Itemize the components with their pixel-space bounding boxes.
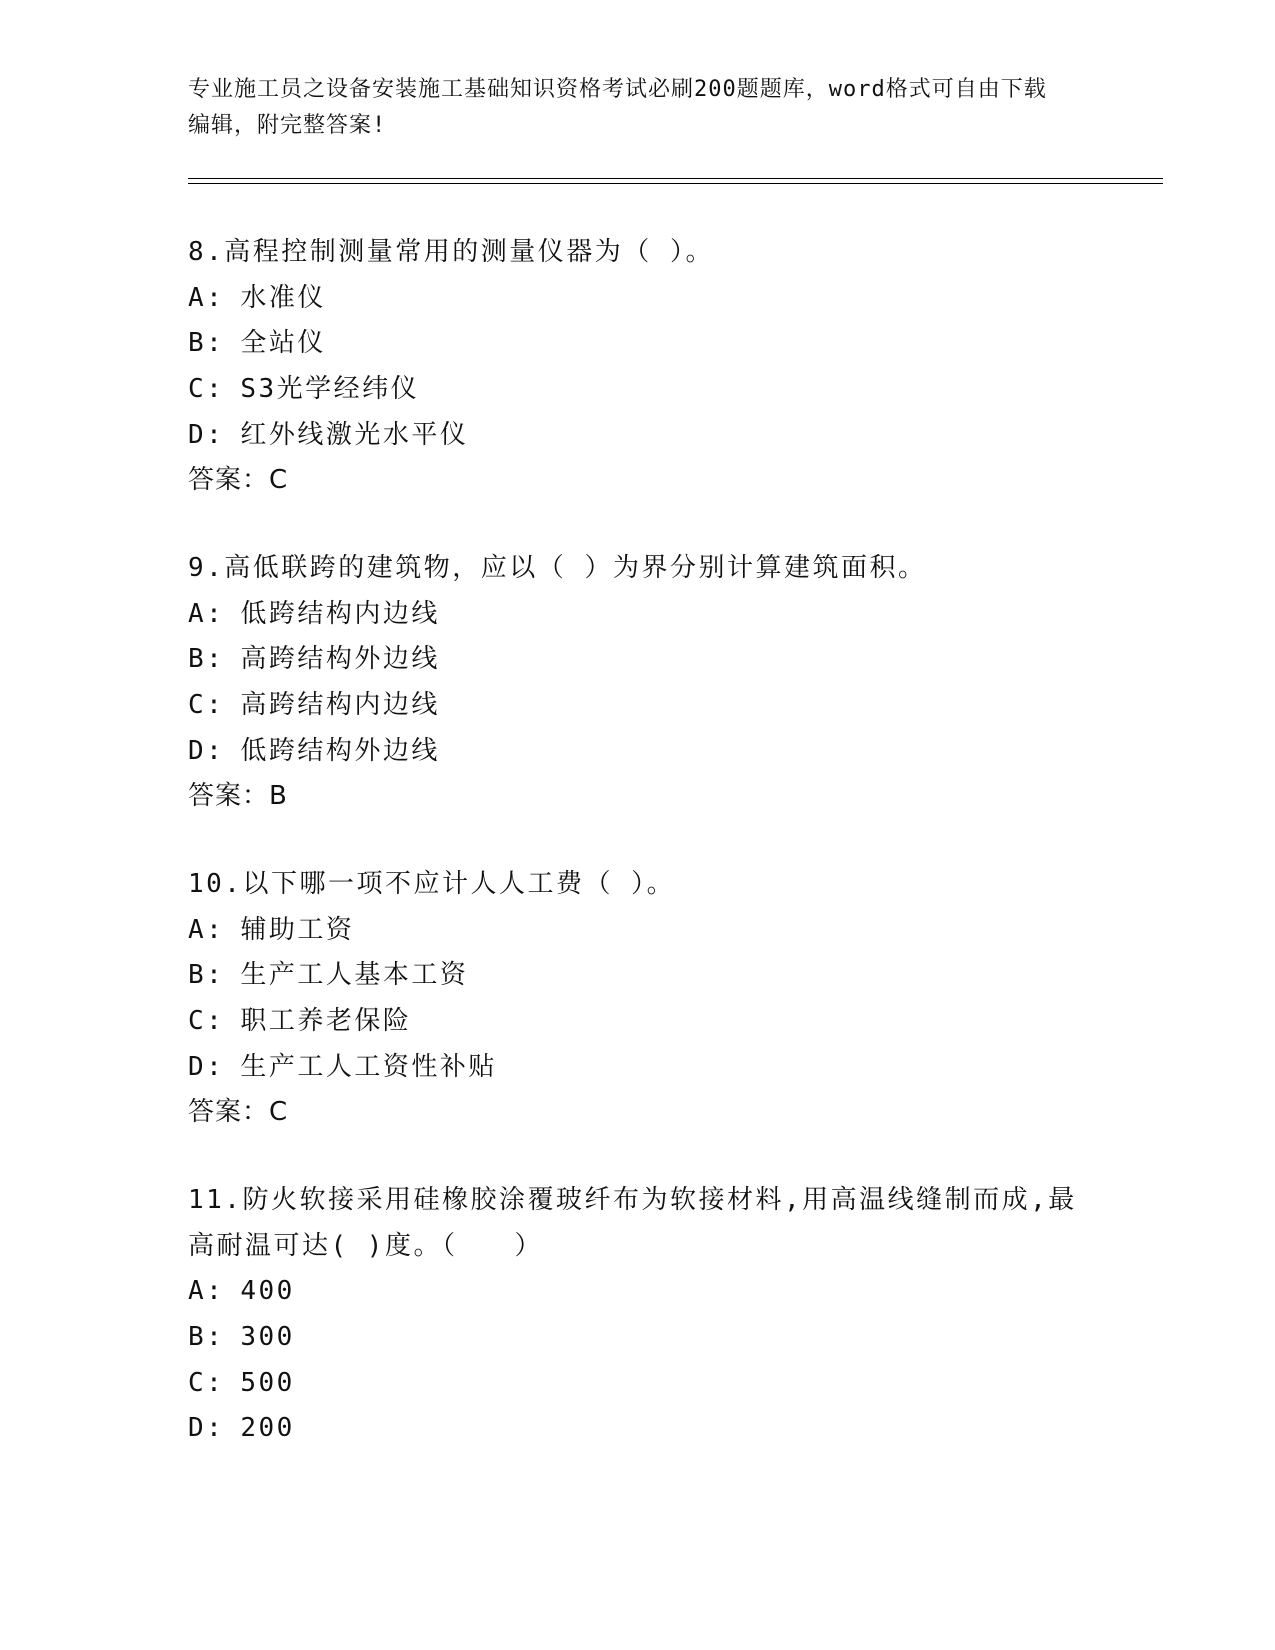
option-d: D: 低跨结构外边线: [188, 735, 440, 766]
header-rule-bottom: [188, 183, 1163, 184]
question-11: [188, 1178, 1088, 1452]
answer-line: 答案：C: [188, 465, 289, 496]
document-header: 专业施工员之设备安装施工基础知识资格考试必刷200题题库，word格式可自由下载编辑，附完整答案!: [188, 77, 1047, 138]
answer-line: 答案：C: [188, 1097, 289, 1128]
option-a: A: 低跨结构内边线: [188, 598, 440, 629]
question-stem: 11.防火软接采用硅橡胶涂覆玻纤布为软接材料,用高温线缝制而成,最高耐温可达( )度。（ ）: [188, 1185, 1077, 1261]
question-8: [188, 230, 1088, 504]
option-a: A: 辅助工资: [188, 914, 355, 945]
question-stem: 8.高程控制测量常用的测量仪器为（ ）。: [188, 237, 714, 267]
option-d: D: 200: [188, 1413, 295, 1444]
question-stem: 9.高低联跨的建筑物，应以（ ）为界分别计算建筑面积。: [188, 553, 927, 583]
option-b: B: 高跨结构外边线: [188, 644, 440, 675]
option-c: C: 高跨结构内边线: [188, 690, 440, 721]
question-10: [188, 862, 1088, 1136]
option-a: A: 水准仪: [188, 282, 326, 313]
option-a: A: 400: [188, 1276, 295, 1307]
option-c: C: 职工养老保险: [188, 1006, 412, 1037]
option-b: B: 全站仪: [188, 328, 326, 359]
header-rule-top: [188, 178, 1163, 179]
question-stem: 10.以下哪一项不应计人人工费（ ）。: [188, 869, 676, 899]
question-9: [188, 546, 1088, 820]
option-b: B: 生产工人基本工资: [188, 960, 469, 991]
option-c: C: S3光学经纬仪: [188, 374, 420, 405]
option-c: C: 500: [188, 1367, 295, 1398]
option-d: D: 红外线激光水平仪: [188, 419, 469, 450]
option-d: D: 生产工人工资性补贴: [188, 1051, 497, 1082]
answer-line: 答案：B: [188, 781, 288, 812]
option-b: B: 300: [188, 1322, 295, 1353]
